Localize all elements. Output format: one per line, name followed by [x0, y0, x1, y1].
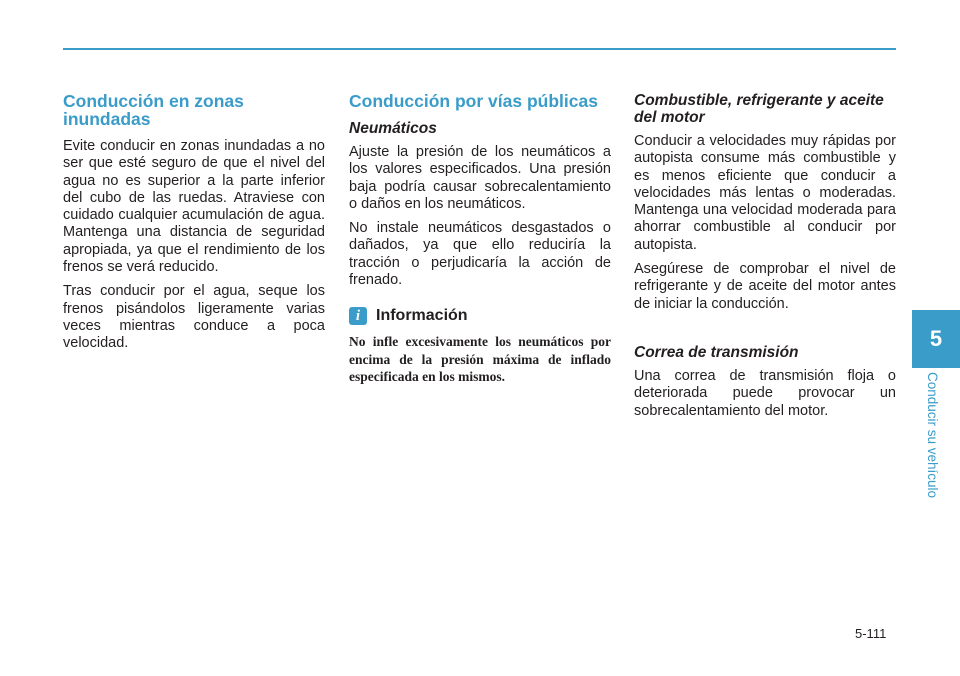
column-flooded-areas	[63, 92, 325, 360]
section-heading-public-roads: Conducción por vías públicas	[349, 91, 598, 111]
info-text: No infle excesivamente los neumáticos por encima de la presión máxima de inflado especificada en los mismos.	[349, 334, 611, 385]
paragraph: Tras conducir por el agua, seque los frenos pisándolos ligeramente varias veces mientras conduce a poca velocidad.	[63, 283, 325, 352]
subheading-tires: Neumáticos	[349, 120, 437, 137]
paragraph: Una correa de transmisión floja o deteriorada puede provocar un sobrecalentamiento del motor.	[634, 367, 896, 419]
paragraph: Conducir a velocidades muy rápidas por autopista consume más combustible y es menos eficiente que conducir a velocidades más lentas o moderadas. Mantenga una velocidad moderada para ahorrar combustible al conducir por autopista.	[634, 133, 896, 253]
info-icon: i	[349, 307, 367, 325]
subheading-drive-belt: Correa de transmisión	[634, 343, 799, 361]
chapter-label: Conducir su vehículo	[925, 372, 940, 499]
column-fuel-belt	[634, 92, 896, 427]
paragraph: Evite conducir en zonas inundadas a no ser que esté seguro de que el nivel del agua no es superior a la parte inferior del cubo de las ruedas. Atraviese con cuidado cualquier acumulación de agua. Mantenga una distancia de seguridad apropiada, ya que el rendimiento de los frenos se verá reducido.	[63, 138, 325, 276]
subheading-fuel-coolant-oil: Combustible, refrigerante y aceite del motor	[634, 92, 884, 126]
paragraph: No instale neumáticos desgastados o dañados, ya que ello reduciría la tracción o perjudicaría la acción de frenado.	[349, 220, 611, 289]
section-heading-flooded: Conducción en zonas inundadas	[63, 91, 244, 129]
info-box-header	[349, 307, 611, 325]
paragraph: Asegúrese de comprobar el nivel de refrigerante y de aceite del motor antes de iniciar la conducción.	[634, 261, 896, 312]
column-public-roads	[349, 92, 611, 386]
chapter-tab: 5	[912, 310, 960, 368]
info-title: Información	[376, 307, 468, 325]
paragraph: Ajuste la presión de los neumáticos a los valores especificados. Una presión baja podría causar sobrecalentamiento o daños en los neumáticos.	[349, 144, 611, 212]
page-number: 5-111	[855, 626, 887, 641]
top-rule	[63, 48, 896, 50]
